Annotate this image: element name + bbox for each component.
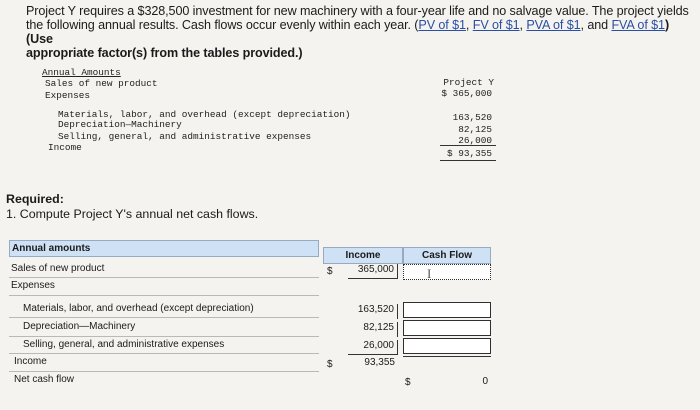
selling-label: Selling, general, and administrative expenses: [23, 339, 225, 350]
given-col-header-project: Project Y: [443, 77, 494, 88]
materials-income-value: 163,520: [348, 304, 398, 319]
sales-label: Sales of new product: [11, 263, 105, 274]
separator: ,: [465, 18, 473, 32]
problem-line-2-end: ) (Use: [26, 18, 670, 46]
given-rule: [440, 145, 496, 146]
separator: ,: [519, 18, 527, 32]
fv-of-1-link[interactable]: FV of $1: [472, 18, 520, 32]
given-row-label: Sales of new product: [45, 78, 158, 89]
given-row-value: 82,125: [458, 124, 492, 135]
given-row-label: Income: [48, 142, 82, 153]
problem-line-3-text: appropriate factor(s) from the tables provided.): [26, 46, 303, 60]
sales-income-value: 365,000: [348, 264, 398, 279]
selling-cash-flow-input[interactable]: [403, 338, 491, 354]
row-divider: [9, 336, 319, 337]
given-row-label: Expenses: [45, 90, 91, 101]
depreciation-cash-flow-input[interactable]: [403, 320, 491, 336]
selling-income-value: 26,000: [348, 340, 398, 355]
given-double-rule: [440, 160, 496, 161]
expenses-label: Expenses: [11, 280, 55, 291]
net-cash-dollar-sign: $: [405, 377, 411, 388]
given-row-label: Selling, general, and administrative expenses: [58, 131, 312, 142]
given-income-value: $ 93,355: [446, 148, 492, 159]
depreciation-label: Depreciation—Machinery: [23, 321, 136, 332]
problem-statement: [26, 4, 698, 60]
given-row-value: 163,520: [452, 112, 492, 123]
income-column-header: Income: [323, 247, 403, 264]
given-row-label: Materials, labor, and overhead (except depreciation): [58, 109, 351, 120]
given-table-header: Annual Amounts: [42, 67, 121, 78]
row-divider: [9, 317, 319, 318]
problem-line-1: Project Y requires a $328,500 investment for new machinery with a four-year life and no salvage value. The project yields: [26, 4, 689, 18]
text-cursor-icon: I: [427, 266, 432, 281]
given-data-table: [36, 65, 506, 169]
given-sales-value: $ 365,000: [441, 88, 492, 99]
required-heading: Required:: [6, 192, 64, 206]
required-question: 1. Compute Project Y's annual net cash flows.: [6, 207, 259, 221]
income-dollar-sign: $: [327, 359, 333, 370]
problem-line-2: [26, 18, 698, 46]
materials-label: Materials, labor, and overhead (except depreciation): [23, 303, 254, 314]
row-divider: [9, 295, 319, 296]
cash-flow-column-header: Cash Flow: [403, 247, 491, 264]
row-divider: [9, 277, 319, 278]
pva-of-1-link[interactable]: PVA of $1: [526, 18, 581, 32]
pv-of-1-link[interactable]: PV of $1: [418, 18, 466, 32]
sales-dollar-sign: $: [327, 266, 333, 277]
given-row-label: Depreciation—Machinery: [58, 119, 182, 130]
depreciation-income-value: 82,125: [348, 322, 398, 337]
row-divider: [9, 353, 319, 354]
net-cash-flow-value: 0: [482, 376, 488, 387]
cash-flow-subtotal-line: [403, 356, 491, 372]
given-row-value: 26,000: [458, 135, 492, 146]
materials-cash-flow-input[interactable]: [403, 302, 491, 318]
net-cash-flow-label: Net cash flow: [14, 374, 75, 385]
sales-cash-flow-input[interactable]: [403, 264, 491, 280]
separator: , and: [580, 18, 612, 32]
row-divider: [9, 371, 319, 372]
problem-line-3: [26, 46, 698, 60]
answer-table-header: Annual amounts: [9, 240, 319, 257]
required-section: [6, 192, 259, 221]
problem-line-2-text: the following annual results. Cash flows occur evenly within each year. (: [26, 18, 419, 32]
fva-of-1-link[interactable]: FVA of $1: [611, 18, 665, 32]
income-income-value: 93,355: [364, 357, 395, 368]
answer-table: [9, 240, 492, 390]
income-label: Income: [14, 356, 47, 367]
